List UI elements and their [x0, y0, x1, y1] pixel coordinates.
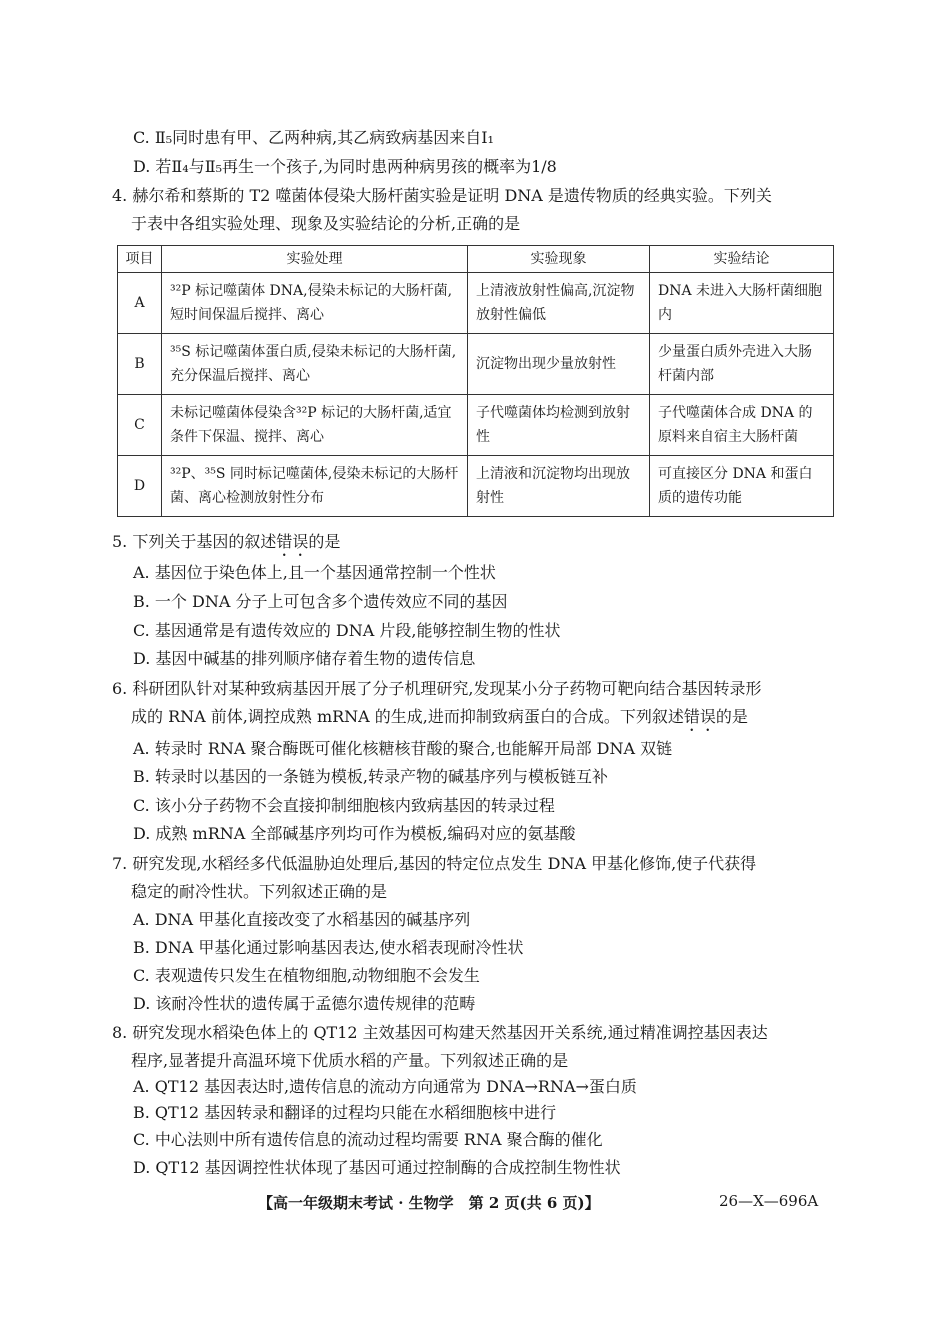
q5-stem	[112, 531, 340, 560]
header-phenomenon: 实验现象	[468, 246, 650, 273]
table-header-row	[118, 246, 834, 273]
q6-stem-prefix: 成的 RNA 前体,调控成熟 mRNA 的生成,进而抑制致病蛋白的合成。下列叙述	[131, 707, 684, 726]
q8-stem-line1: 8. 研究发现水稻染色体上的 QT12 主效基因可构建天然基因开关系统,通过精准调控基因表达	[112, 1023, 768, 1042]
q7-option-c: C. 表观遗传只发生在植物细胞,动物细胞不会发生	[133, 966, 480, 985]
q3-option-c: C. Ⅱ₅同时患有甲、乙两种病,其乙病致病基因来自Ⅰ₁	[133, 128, 494, 147]
row-conclusion: 可直接区分 DNA 和蛋白质的遗传功能	[650, 456, 834, 517]
q6-stem-suffix: 的是	[715, 707, 748, 726]
row-phenomenon: 子代噬菌体均检测到放射性	[468, 395, 650, 456]
row-treatment: 未标记噬菌体侵染含³²P 标记的大肠杆菌,适宜条件下保温、搅拌、离心	[162, 395, 468, 456]
q8-option-c: C. 中心法则中所有遗传信息的流动过程均需要 RNA 聚合酶的催化	[133, 1130, 603, 1149]
q4-stem-line2: 于表中各组实验处理、现象及实验结论的分析,正确的是	[131, 214, 521, 233]
header-conclusion: 实验结论	[650, 246, 834, 273]
q4-stem-line1: 4. 赫尔希和蔡斯的 T2 噬菌体侵染大肠杆菌实验是证明 DNA 是遗传物质的经典实验。下列关	[112, 186, 772, 205]
row-item: B	[118, 334, 162, 395]
exam-code: 26—X—696A	[719, 1192, 819, 1210]
table-row	[118, 273, 834, 334]
q7-stem-line1: 7. 研究发现,水稻经多代低温胁迫处理后,基因的特定位点发生 DNA 甲基化修饰,使子代获得	[112, 854, 757, 873]
q3-option-d: D. 若Ⅱ₄与Ⅱ₅再生一个孩子,为同时患两种病男孩的概率为1/8	[133, 157, 557, 176]
row-item: C	[118, 395, 162, 456]
q6-stem-line1: 6. 科研团队针对某种致病基因开展了分子机理研究,发现某小分子药物可靶向结合基因转录形	[112, 679, 762, 698]
row-conclusion: 少量蛋白质外壳进入大肠杆菌内部	[650, 334, 834, 395]
q6-option-d: D. 成熟 mRNA 全部碱基序列均可作为模板,编码对应的氨基酸	[133, 824, 576, 843]
table-row	[118, 334, 834, 395]
row-phenomenon: 上清液和沉淀物均出现放射性	[468, 456, 650, 517]
row-phenomenon: 沉淀物出现少量放射性	[468, 334, 650, 395]
q6-option-b: B. 转录时以基因的一条链为模板,转录产物的碱基序列与模板链互补	[133, 767, 609, 786]
row-item: A	[118, 273, 162, 334]
q6-option-a: A. 转录时 RNA 聚合酶既可催化核糖核苷酸的聚合,也能解开局部 DNA 双链	[133, 739, 673, 758]
row-treatment: ³²P 标记噬菌体 DNA,侵染未标记的大肠杆菌,短时间保温后搅拌、离心	[162, 273, 468, 334]
q6-option-c: C. 该小分子药物不会直接抑制细胞核内致病基因的转录过程	[133, 796, 555, 815]
experiment-table	[117, 245, 834, 517]
q7-option-d: D. 该耐冷性状的遗传属于孟德尔遗传规律的范畴	[133, 994, 476, 1013]
row-item: D	[118, 456, 162, 517]
header-treatment: 实验处理	[162, 246, 468, 273]
q7-stem-line2: 稳定的耐冷性状。下列叙述正确的是	[131, 882, 388, 901]
q6-stem-line2	[131, 706, 748, 735]
q8-option-b: B. QT12 基因转录和翻译的过程均只能在水稻细胞核中进行	[133, 1103, 557, 1122]
page-footer-title: 【高一年级期末考试 · 生物学 第 2 页(共 6 页)】	[258, 1194, 600, 1212]
q5-stem-suffix: 的是	[308, 532, 341, 551]
q5-option-c: C. 基因通常是有遗传效应的 DNA 片段,能够控制生物的性状	[133, 621, 561, 640]
q7-option-a: A. DNA 甲基化直接改变了水稻基因的碱基序列	[133, 910, 471, 929]
q5-option-d: D. 基因中碱基的排列顺序储存着生物的遗传信息	[133, 649, 476, 668]
q5-option-b: B. 一个 DNA 分子上可包含多个遗传效应不同的基因	[133, 592, 508, 611]
q8-option-d: D. QT12 基因调控性状体现了基因可通过控制酶的合成控制生物性状	[133, 1158, 621, 1177]
table-row	[118, 456, 834, 517]
row-conclusion: DNA 未进入大肠杆菌细胞内	[650, 273, 834, 334]
q8-stem-line2: 程序,显著提升高温环境下优质水稻的产量。下列叙述正确的是	[131, 1051, 569, 1070]
header-item: 项目	[118, 246, 162, 273]
q5-option-a: A. 基因位于染色体上,且一个基因通常控制一个性状	[133, 563, 496, 582]
q6-stem-emphasis: 错误	[683, 707, 716, 726]
q5-stem-emphasis: 错误	[276, 532, 309, 551]
row-treatment: ³⁵S 标记噬菌体蛋白质,侵染未标记的大肠杆菌,充分保温后搅拌、离心	[162, 334, 468, 395]
row-phenomenon: 上清液放射性偏高,沉淀物放射性偏低	[468, 273, 650, 334]
q5-stem-prefix: 5. 下列关于基因的叙述	[112, 532, 277, 551]
row-treatment: ³²P、³⁵S 同时标记噬菌体,侵染未标记的大肠杆菌、离心检测放射性分布	[162, 456, 468, 517]
table-row	[118, 395, 834, 456]
q7-option-b: B. DNA 甲基化通过影响基因表达,使水稻表现耐冷性状	[133, 938, 524, 957]
q8-option-a: A. QT12 基因表达时,遗传信息的流动方向通常为 DNA→RNA→蛋白质	[133, 1077, 637, 1096]
row-conclusion: 子代噬菌体合成 DNA 的原料来自宿主大肠杆菌	[650, 395, 834, 456]
